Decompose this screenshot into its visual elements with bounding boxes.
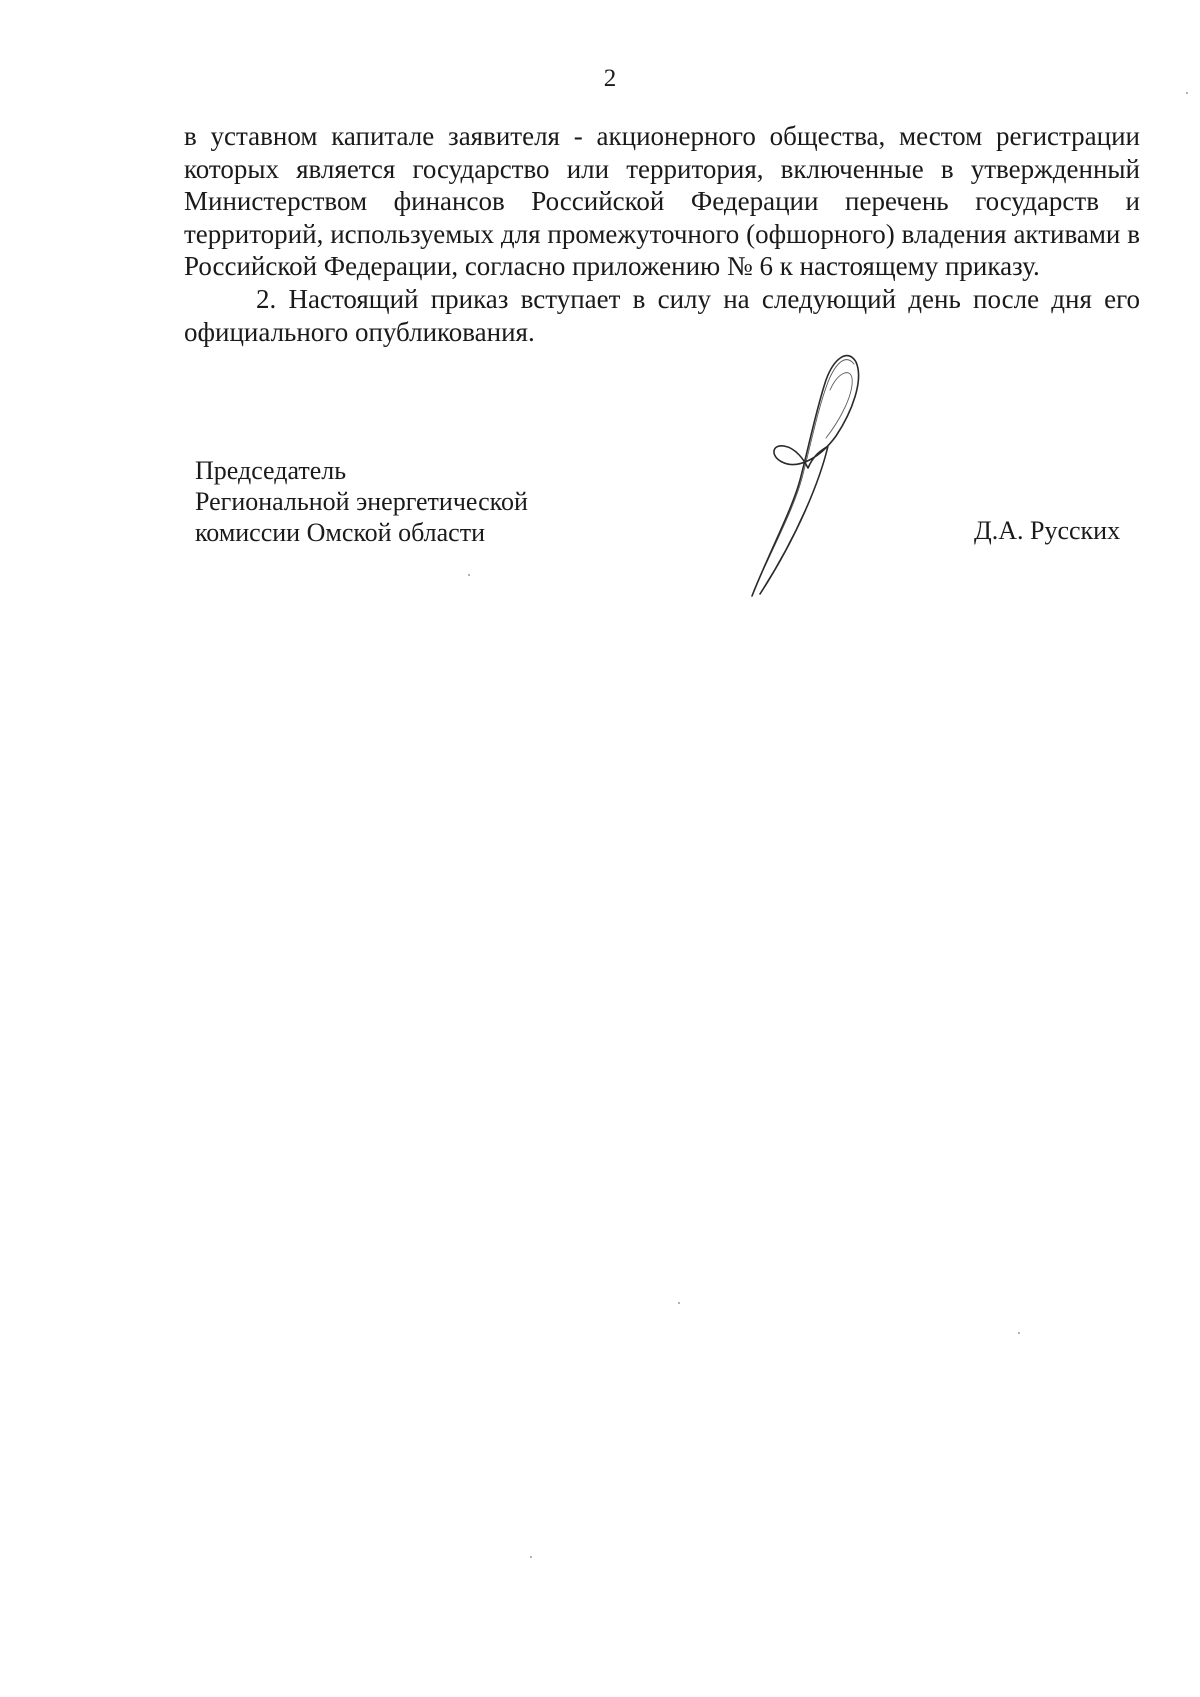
page-number: 2	[603, 65, 617, 92]
paragraph-item-2: 2. Настоящий приказ вступает в силу на следующий день после дня его официального опубликования.	[184, 283, 1140, 347]
paragraph-continuation: в уставном капитале заявителя - акционерного общества, местом регистрации которых является государство или территория, включенные в утвержденный Министерством финансов Российской Федерации перечень государств и территорий, используемых для промежуточного (офшорного) владения активами в Российской Федерации, согласно приложению № 6 к настоящему приказу.	[184, 121, 1140, 282]
signatory-title-line-3: комиссии Омской области	[195, 518, 485, 547]
signatory-title	[195, 455, 528, 548]
signatory-title-line-2: Региональной энергетической	[195, 487, 528, 516]
handwritten-signature	[740, 350, 890, 600]
scan-speck	[1186, 92, 1188, 94]
scan-speck	[678, 1302, 680, 1304]
scan-speck	[468, 574, 470, 576]
signatory-name: Д.А. Русских	[974, 516, 1121, 545]
order-body-text	[184, 120, 1140, 348]
scan-speck	[1018, 1332, 1020, 1334]
signatory-title-line-1: Председатель	[195, 456, 347, 485]
signature-loop-inner	[826, 373, 852, 438]
scan-speck	[530, 1556, 532, 1558]
